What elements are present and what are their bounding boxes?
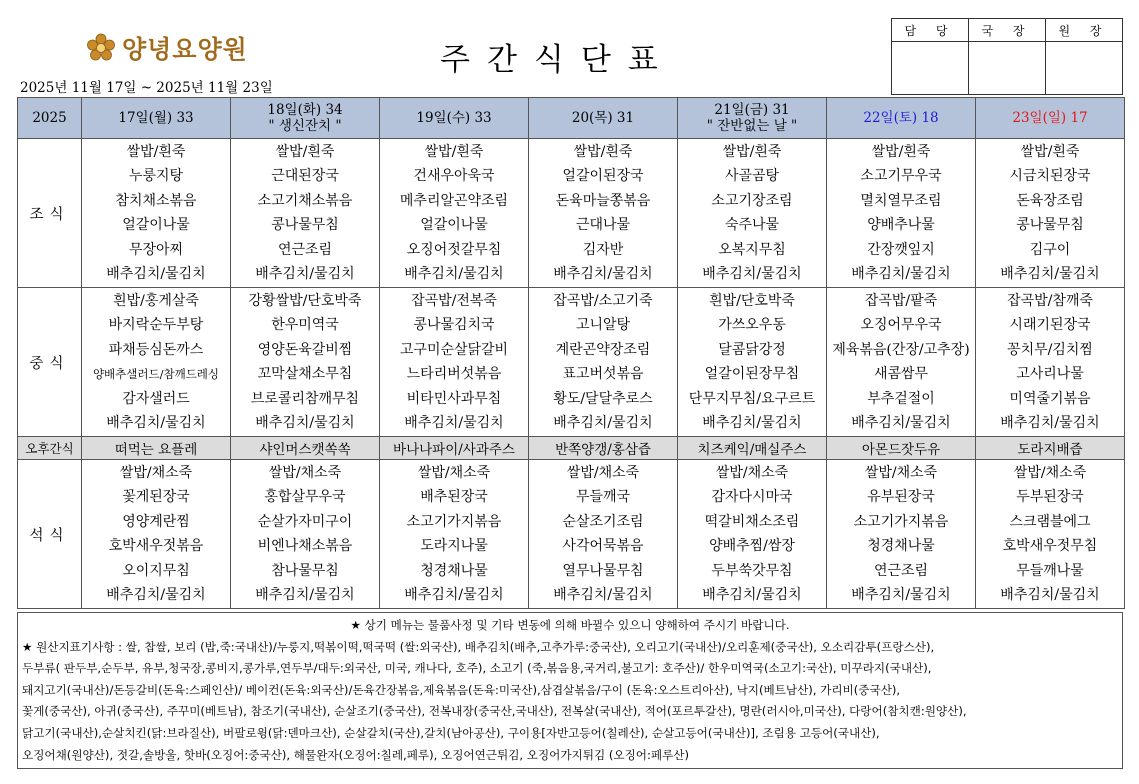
menu-cell: 쌀밥/채소죽 꽃게된장국 영양계란찜 호박새우젓볶음 오이지무침 배추김치/물김치 (82, 460, 231, 609)
menu-cell: 쌀밥/채소죽 유부된장국 소고기가지볶음 청경채나물 연근조림 배추김치/물김치 (827, 460, 976, 609)
menu-cell: 쌀밥/채소죽 무들깨국 순살조기조림 사각어묵볶음 열무나물무침 배추김치/물김치 (529, 460, 678, 609)
snack-cell: 샤인머스캣쏙쏙 (231, 437, 380, 460)
day-header: 17일(월) 33 (82, 98, 231, 139)
snack-cell: 아몬드잣두유 (827, 437, 976, 460)
origin-note-line: 돼지고기(국내산)/돈등갈비(돈육:스페인산)/ 베이컨(돈육:외국산)/돈육간장볶음,제육볶음(돈육:미국산),삼겹살볶음/구이 (돈육:오스트리아산), 낙지(베트남산), 가리비(중국산), (22, 682, 901, 697)
menu-cell: 쌀밥/흰죽 건새우아욱국 메추리알곤약조림 얼갈이나물 오징어젓갈무침 배추김치/물김치 (380, 139, 529, 288)
snack-cell: 치즈케익/매실주스 (678, 437, 827, 460)
approval-label-director: 국 장 (969, 19, 1046, 42)
menu-cell: 쌀밥/흰죽 사골곰탕 소고기장조림 숙주나물 오복지무침 배추김치/물김치 (678, 139, 827, 288)
meal-label-lunch: 중식 (18, 288, 82, 437)
lunch-row (18, 288, 1125, 437)
menu-cell: 잡곡밥/참깨죽 시래기된장국 꽁치무/김치찜 고사리나물 미역줄기볶음 배추김치/물김치 (976, 288, 1125, 437)
menu-cell: 흰밥/홍게살죽 바지락순두부탕 파채등심돈까스 양배추샐러드/참깨드레싱 감자샐러드 배추김치/물김치 (82, 288, 231, 437)
menu-cell: 쌀밥/흰죽 얼갈이된장국 돈육마늘쫑볶음 근대나물 김자반 배추김치/물김치 (529, 139, 678, 288)
menu-cell: 잡곡밥/팥죽 오징어무우국 제육볶음(간장/고추장) 새콤쌈무 부추겉절이 배추김치/물김치 (827, 288, 976, 437)
page-title: 주간식단표 (440, 42, 675, 78)
day-header: 19일(수) 33 (380, 98, 529, 139)
breakfast-row (18, 139, 1125, 288)
day-header: 21일(금) 31 " 잔반없는 날 " (678, 98, 827, 139)
origin-note-line: 꽃게(중국산), 아귀(중국산), 주꾸미(베트남), 참조기(국내산), 순살조기(중국산), 전복내장(중국산,국내산), 전복살(국내산), 적어(포르투갈산), 명란(러시아,미국산), 다랑어(참치캔:원양산), (22, 704, 967, 719)
menu-cell: 쌀밥/채소죽 감자다시마국 떡갈비채소조림 양배추찜/쌈장 두부쑥갓무침 배추김치/물김치 (678, 460, 827, 609)
menu-change-notice: ★ 상기 메뉴는 물품사정 및 기타 변동에 의해 바뀔수 있으니 양해하여 주시기 바랍니다. (350, 618, 790, 632)
menu-cell: 강황쌀밥/단호박죽 한우미역국 영양돈육갈비찜 꼬막살채소무침 브로콜리참깨무침 배추김치/물김치 (231, 288, 380, 437)
menu-cell: 쌀밥/흰죽 근대된장국 소고기채소볶음 콩나물무침 연근조림 배추김치/물김치 (231, 139, 380, 288)
logo (86, 30, 248, 66)
menu-cell: 쌀밥/흰죽 소고기무우국 멸치열무조림 양배추나물 간장깻잎지 배추김치/물김치 (827, 139, 976, 288)
date-range: 2025년 11월 17일 ~ 2025년 11월 23일 (20, 80, 273, 96)
day-header: 18일(화) 34 " 생신잔치 " (231, 98, 380, 139)
year-cell: 2025 (18, 98, 82, 139)
menu-cell: 쌀밥/채소죽 홍합살무우국 순살가자미구이 비엔나채소볶음 참나물무침 배추김치/물김치 (231, 460, 380, 609)
menu-cell: 쌀밥/채소죽 배추된장국 소고기가지볶음 도라지나물 청경채나물 배추김치/물김치 (380, 460, 529, 609)
approval-box (891, 18, 1123, 95)
weekly-menu-table (17, 97, 1125, 609)
day-header-sunday: 23일(일) 17 (976, 98, 1125, 139)
menu-cell: 쌀밥/흰죽 누룽지탕 참치채소볶음 얼갈이나물 무장아찌 배추김치/물김치 (82, 139, 231, 288)
meal-label-dinner: 석식 (18, 460, 82, 609)
menu-cell: 잡곡밥/전복죽 콩나물김치국 고구미순살닭갈비 느타리버섯볶음 비타민사과무침 배추김치/물김치 (380, 288, 529, 437)
meal-label-breakfast: 조식 (18, 139, 82, 288)
origin-note-line: 두부류( 판두부,순두부, 유부,청국장,콩비지,콩가루,연두부/대두:외국산, 미국, 캐나다, 호주), 소고기 (죽,볶음용,국거리,불고기: 호주산)/ 한우미역국(소고기:국산), 미꾸라지(국내산), (22, 661, 932, 676)
origin-note-line: ★ 원산지표기사항 : 쌀, 찹쌀, 보리 (밥,죽:국내산)/누룽지,떡볶이떡,떡국떡 (쌀:외국산), 배추김치(배추,고추가루:중국산), 오리고기(국내산)/오리훈제(중국산), 오소리감투(프랑스산), (22, 639, 935, 654)
menu-cell: 흰밥/단호박죽 가쓰오우동 달콤닭강정 얼갈이된장무침 단무지무침/요구르트 배추김치/물김치 (678, 288, 827, 437)
menu-cell: 쌀밥/채소죽 두부된장국 스크램블에그 호박새우젓무침 무들깨나물 배추김치/물김치 (976, 460, 1125, 609)
flower-logo-icon (86, 33, 116, 63)
header-row (18, 98, 1125, 139)
approval-sign-director[interactable] (969, 42, 1046, 95)
approval-label-head: 원 장 (1046, 19, 1123, 42)
notes-box (17, 612, 1123, 769)
approval-label-manager: 담 당 (892, 19, 969, 42)
snack-cell: 떠먹는 요플레 (82, 437, 231, 460)
day-header: 20(목) 31 (529, 98, 678, 139)
snack-cell: 반쪽양갱/홍삼즙 (529, 437, 678, 460)
logo-text: 양녕요양원 (122, 35, 248, 64)
snack-row (18, 437, 1125, 460)
menu-cell: 쌀밥/흰죽 시금치된장국 돈육장조림 콩나물무침 김구이 배추김치/물김치 (976, 139, 1125, 288)
meal-label-snack: 오후간식 (18, 437, 82, 460)
snack-cell: 바나나파이/사과주스 (380, 437, 529, 460)
snack-cell: 도라지배즙 (976, 437, 1125, 460)
approval-sign-manager[interactable] (892, 42, 969, 95)
origin-note-line: 닭고기(국내산),순살치킨(닭:브라질산), 버팔로윙(닭:덴마크산), 순살갈치(국산),갈치(남아공산), 구이용[자반고등어(칠레산), 순살고등어(국내산)], 조림용 고등어(국내산), (22, 725, 880, 740)
dinner-row (18, 460, 1125, 609)
menu-cell: 잡곡밥/소고기죽 고니알탕 계란곤약장조림 표고버섯볶음 황도/달달추로스 배추김치/물김치 (529, 288, 678, 437)
day-header-saturday: 22일(토) 18 (827, 98, 976, 139)
origin-note-line: 오징어채(원양산), 젓갈,솔방울, 핫바(오징어:중국산), 해물완자(오징어:칠레,페루), 오징어연근튀김, 오징어가지튀김 (오징어:페루산) (22, 747, 689, 762)
approval-sign-head[interactable] (1046, 42, 1123, 95)
